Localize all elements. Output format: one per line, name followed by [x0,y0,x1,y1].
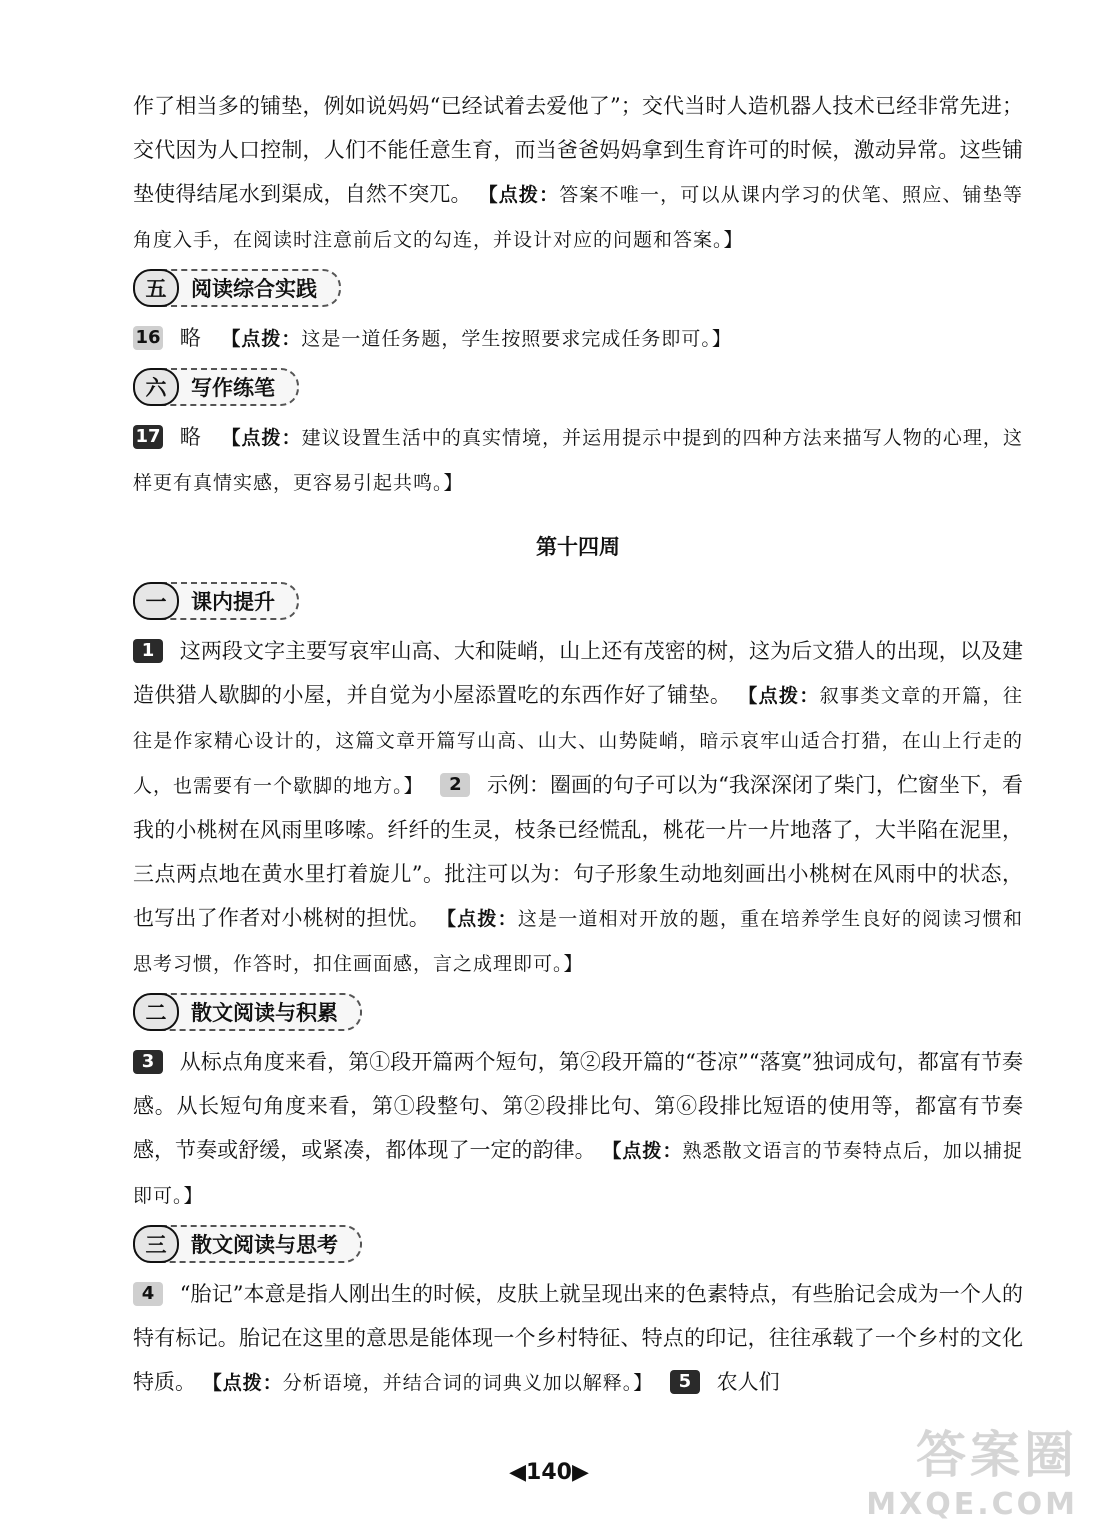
question-number: 3 [133,1050,163,1074]
question-4-5: 4 “胎记”本意是指人刚出生的时候，皮肤上就呈现出来的色素特点，有些胎记会成为一个人的特有标记。胎记在这里的意思是能体现一个乡村特征、特点的印记，往往承载了一个乡村的文化特质。 【点拨：分析语境，并结合词的词典义加以解释。】 5 农人们 [133,1282,1023,1394]
question-3: 3 从标点角度来看，第①段开篇两个短句，第②段开篇的“苍凉”“落寞”独词成句，都富有节奏感。从长短句角度来看，第①段整句、第②段排比句、第⑥段排比短语的使用等，都富有节奏感，节奏或舒缓，或紧凑，都体现了一定的韵律。 【点拨：熟悉散文语言的节奏特点后，加以捕捉即可。】 [133,1050,1023,1207]
section-1-header: 一 课内提升 [133,583,1023,619]
question-1-2: 1 这两段文字主要写哀牢山高、大和陡峭，山上还有茂密的树，这为后文猎人的出现，以及建造供猎人歇脚的小屋，并自觉为小屋添置吃的东西作好了铺垫。 【点拨：叙事类文章的开篇，往往是作家精心设计的，这篇文章开篇写山高、山大、山势陡峭，暗示哀牢山适合打猎，在山上行走的人，也需要有一个歇脚的地方。】 2 示例：圈画的句子可以为“我深深闭了柴门，伫窗坐下，看我的小桃树在风雨里哆嗦。纤纤的生灵，枝条已经慌乱，桃花一片一片地落了，大半陷在泥里，三点两点地在黄水里打着旋儿”。批注可以为：句子形象生动地刻画出小桃树在风雨中的状态，也写出了作者对小桃树的担忧。 【点拨：这是一道相对开放的题，重在培养学生良好的阅读习惯和思考习惯，作答时，扣住画面感，言之成理即可。】 [133,639,1023,975]
section-3-header: 三 散文阅读与思考 [133,1226,1023,1262]
question-number: 17 [133,425,163,449]
tip: 【点拨：建议设置生活中的真实情境，并运用提示中提到的四种方法来描写人物的心理，这样更有真情实感，更容易引起共鸣。】 [133,427,1023,494]
continued-paragraph: 作了相当多的铺垫，例如说妈妈“已经试着去爱他了”；交代当时人造机器人技术已经非常先进；交代因为人口控制，人们不能任意生育，而当爸爸妈妈拿到生育许可的时候，激动异常。这些铺垫使得结尾水到渠成，自然不突兀。 【点拨：答案不唯一，可以从课内学习的伏笔、照应、铺垫等角度入手，在阅读时注意前后文的勾连，并设计对应的问题和答案。】 [133,94,1023,251]
tip: 【点拨：熟悉散文语言的节奏特点后，加以捕捉即可。】 [133,1140,1023,1207]
question-number: 5 [670,1370,700,1394]
page-number: ◀140▶ [509,1460,589,1485]
section-2-header: 二 散文阅读与积累 [133,994,1023,1030]
question-17: 17 略 【点拨：建议设置生活中的真实情境，并运用提示中提到的四种方法来描写人物的心理，这样更有真情实感，更容易引起共鸣。】 [133,425,1023,494]
tip: 【点拨：叙事类文章的开篇，往往是作家精心设计的，这篇文章开篇写山高、山大、山势陡峭，暗示哀牢山适合打猎，在山上行走的人，也需要有一个歇脚的地方。】 [133,685,1023,797]
watermark: 答案圈 MXQE.COM [866,1426,1078,1522]
tip: 【点拨：分析语境，并结合词的词典义加以解释。】 [202,1372,654,1394]
question-number: 1 [133,639,163,663]
week-title: 第十四周 [536,534,620,559]
question-16: 16 略 【点拨：这是一道任务题，学生按照要求完成任务即可。】 [133,316,1023,361]
question-number: 16 [133,326,163,350]
tip: 【点拨：这是一道相对开放的题，重在培养学生良好的阅读习惯和思考习惯，作答时，扣住画面感，言之成理即可。】 [133,908,1023,975]
page-content [133,84,1023,1405]
question-number: 4 [133,1282,163,1306]
section-5-header: 五 阅读综合实践 [133,270,1023,306]
tip: 【点拨：这是一道任务题，学生按照要求完成任务即可。】 [221,328,732,350]
tip: 【点拨：答案不唯一，可以从课内学习的伏笔、照应、铺垫等角度入手，在阅读时注意前后文的勾连，并设计对应的问题和答案。】 [133,184,1023,251]
question-number: 2 [440,773,470,797]
section-6-header: 六 写作练笔 [133,369,1023,405]
